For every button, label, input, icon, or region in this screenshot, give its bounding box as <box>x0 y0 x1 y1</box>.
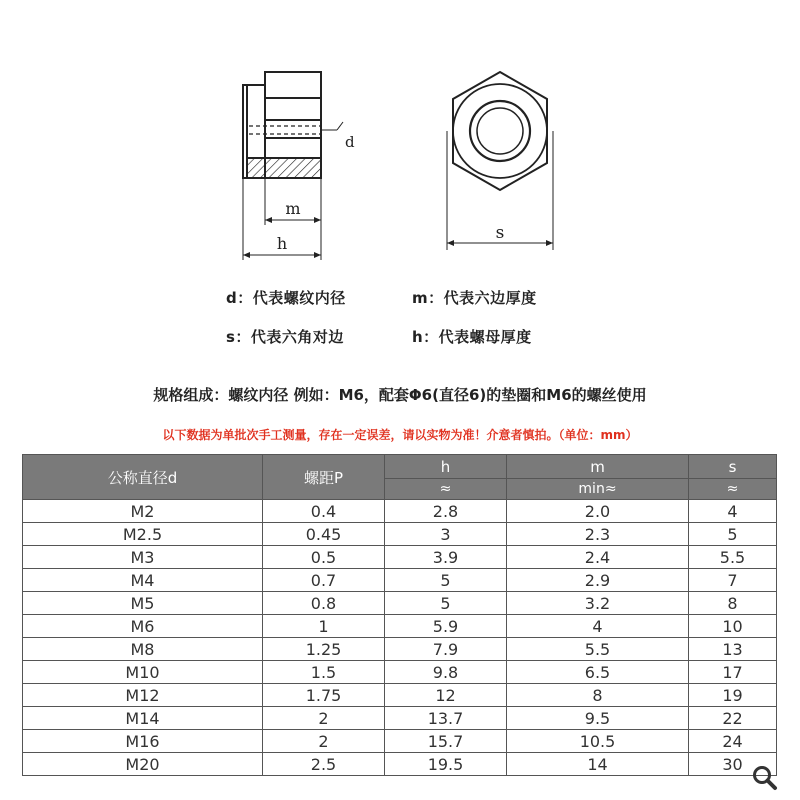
cell-pitch: 0.7 <box>263 569 385 592</box>
header-m: m <box>507 455 689 479</box>
label-m: m <box>285 199 301 218</box>
cell-m: 8 <box>507 684 689 707</box>
header-pitch: 螺距P <box>263 455 385 500</box>
cell-h: 19.5 <box>385 753 507 776</box>
cell-h: 5.9 <box>385 615 507 638</box>
cell-nominal: M8 <box>23 638 263 661</box>
cell-nominal: M16 <box>23 730 263 753</box>
header-h-sub: ≈ <box>385 479 507 500</box>
nut-top-view-diagram <box>435 60 565 260</box>
header-s-sub: ≈ <box>689 479 777 500</box>
table-row <box>23 500 777 523</box>
table-row <box>23 546 777 569</box>
table-row <box>23 730 777 753</box>
spec-note: 规格组成：螺纹内径 例如：M6，配套Φ6(直径6)的垫圈和M6的螺丝使用 <box>153 386 647 404</box>
legend-h: h：代表螺母厚度 <box>412 328 532 346</box>
cell-m: 14 <box>507 753 689 776</box>
cell-pitch: 2 <box>263 730 385 753</box>
cell-h: 7.9 <box>385 638 507 661</box>
cell-pitch: 1.25 <box>263 638 385 661</box>
table-row <box>23 707 777 730</box>
cell-nominal: M20 <box>23 753 263 776</box>
cell-m: 2.3 <box>507 523 689 546</box>
cell-h: 15.7 <box>385 730 507 753</box>
cell-s: 5.5 <box>689 546 777 569</box>
cell-pitch: 2.5 <box>263 753 385 776</box>
cell-s: 8 <box>689 592 777 615</box>
cell-nominal: M5 <box>23 592 263 615</box>
disclaimer: 以下数据为单批次手工测量，存在一定误差，请以实物为准！介意者慎拍。（单位：mm） <box>162 428 638 442</box>
cell-m: 2.9 <box>507 569 689 592</box>
cell-m: 9.5 <box>507 707 689 730</box>
cell-s: 10 <box>689 615 777 638</box>
table-row <box>23 615 777 638</box>
cell-pitch: 0.8 <box>263 592 385 615</box>
cell-h: 9.8 <box>385 661 507 684</box>
cell-pitch: 0.5 <box>263 546 385 569</box>
header-nominal-diameter: 公称直径d <box>23 455 263 500</box>
cell-h: 5 <box>385 592 507 615</box>
legend-d: d：代表螺纹内径 <box>226 289 346 307</box>
cell-nominal: M14 <box>23 707 263 730</box>
cell-m: 10.5 <box>507 730 689 753</box>
header-m-sub: min≈ <box>507 479 689 500</box>
table-row <box>23 638 777 661</box>
header-s: s <box>689 455 777 479</box>
cell-nominal: M2.5 <box>23 523 263 546</box>
cell-m: 6.5 <box>507 661 689 684</box>
table-row <box>23 523 777 546</box>
cell-s: 24 <box>689 730 777 753</box>
cell-h: 2.8 <box>385 500 507 523</box>
cell-pitch: 1.75 <box>263 684 385 707</box>
cell-pitch: 0.45 <box>263 523 385 546</box>
cell-m: 4 <box>507 615 689 638</box>
cell-nominal: M6 <box>23 615 263 638</box>
cell-pitch: 1.5 <box>263 661 385 684</box>
search-icon[interactable] <box>750 763 780 793</box>
cell-s: 5 <box>689 523 777 546</box>
cell-m: 2.0 <box>507 500 689 523</box>
cell-h: 5 <box>385 569 507 592</box>
cell-nominal: M2 <box>23 500 263 523</box>
cell-m: 2.4 <box>507 546 689 569</box>
cell-s: 30 <box>689 753 777 776</box>
cell-h: 3.9 <box>385 546 507 569</box>
spec-table <box>22 454 777 776</box>
table-row <box>23 684 777 707</box>
table-row <box>23 753 777 776</box>
cell-s: 17 <box>689 661 777 684</box>
cell-m: 3.2 <box>507 592 689 615</box>
cell-m: 5.5 <box>507 638 689 661</box>
nut-side-view-diagram <box>225 60 365 265</box>
table-row <box>23 592 777 615</box>
cell-s: 19 <box>689 684 777 707</box>
cell-s: 13 <box>689 638 777 661</box>
cell-pitch: 1 <box>263 615 385 638</box>
table-row <box>23 661 777 684</box>
table-body <box>23 500 777 776</box>
label-d: d <box>345 133 355 151</box>
cell-nominal: M4 <box>23 569 263 592</box>
legend-m: m：代表六边厚度 <box>412 289 537 307</box>
cell-nominal: M10 <box>23 661 263 684</box>
header-h: h <box>385 455 507 479</box>
cell-s: 4 <box>689 500 777 523</box>
label-s: s <box>495 223 505 243</box>
cell-h: 13.7 <box>385 707 507 730</box>
legend-s: s：代表六角对边 <box>226 328 344 346</box>
cell-pitch: 2 <box>263 707 385 730</box>
cell-s: 22 <box>689 707 777 730</box>
cell-h: 12 <box>385 684 507 707</box>
label-h: h <box>276 234 288 253</box>
cell-h: 3 <box>385 523 507 546</box>
cell-s: 7 <box>689 569 777 592</box>
cell-pitch: 0.4 <box>263 500 385 523</box>
cell-nominal: M12 <box>23 684 263 707</box>
table-row <box>23 569 777 592</box>
cell-nominal: M3 <box>23 546 263 569</box>
